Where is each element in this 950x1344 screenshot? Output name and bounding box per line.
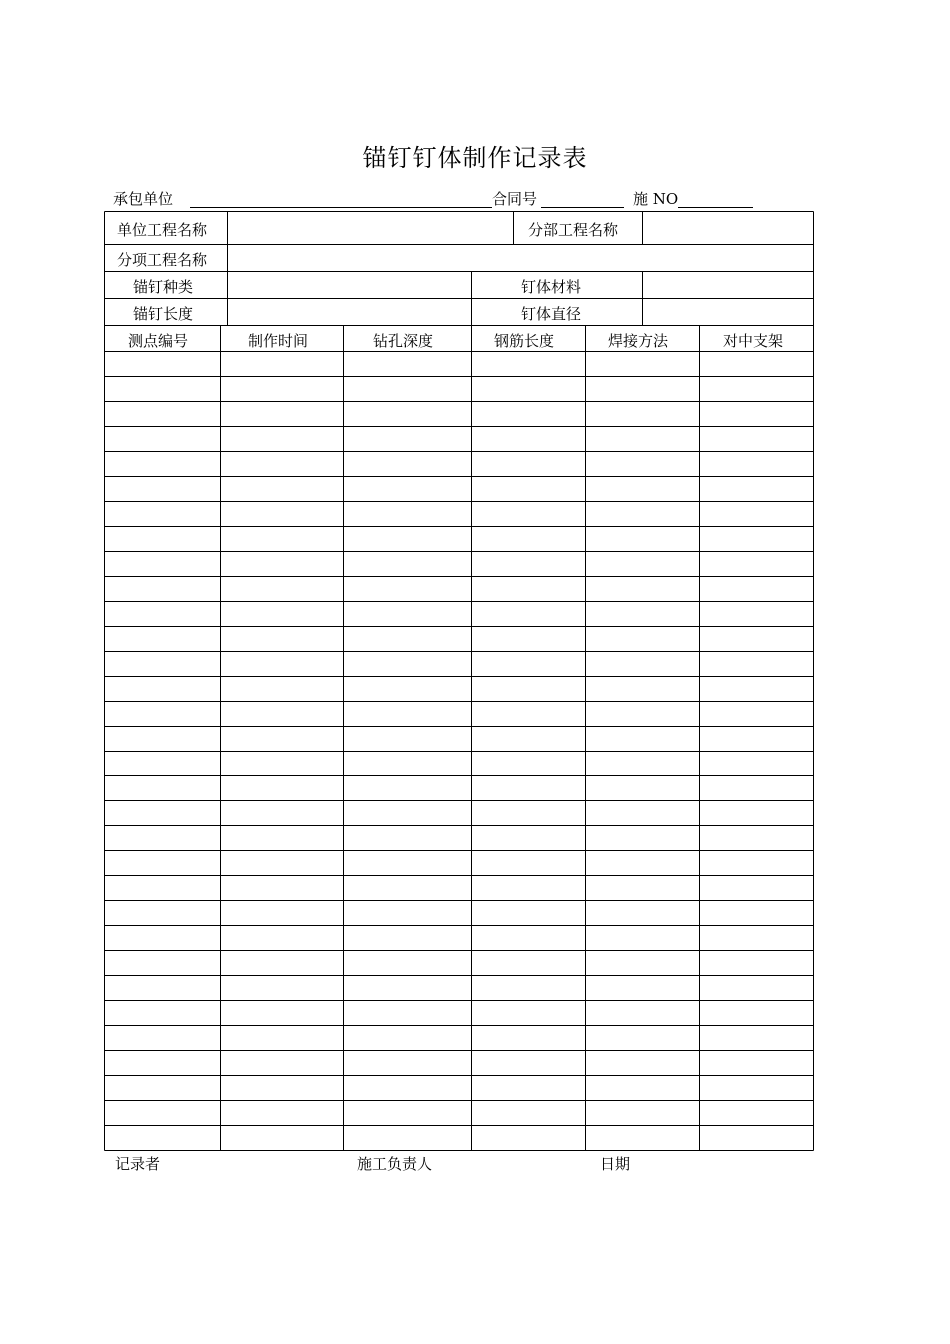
anchor-length-label: 锚钉长度 bbox=[133, 305, 194, 323]
column-header-make-time: 制作时间 bbox=[248, 332, 309, 350]
division-project-name-label: 分部工程名称 bbox=[528, 221, 619, 239]
nail-material-label: 钉体材料 bbox=[521, 278, 582, 296]
page-title: 锚钉钉体制作记录表 bbox=[362, 144, 588, 172]
contractor-label: 承包单位 bbox=[113, 190, 174, 208]
contract-no-label: 合同号 bbox=[492, 190, 538, 208]
column-header-point-no: 测点编号 bbox=[128, 332, 189, 350]
column-header-rebar-length: 钢筋长度 bbox=[494, 332, 555, 350]
column-header-centering-bracket: 对中支架 bbox=[723, 332, 784, 350]
column-header-hole-depth: 钻孔深度 bbox=[373, 332, 434, 350]
column-header-weld-method: 焊接方法 bbox=[608, 332, 669, 350]
construction-lead-label: 施工负责人 bbox=[357, 1155, 433, 1173]
anchor-type-label: 锚钉种类 bbox=[133, 278, 194, 296]
nail-diameter-label: 钉体直径 bbox=[521, 305, 582, 323]
recorder-label: 记录者 bbox=[115, 1155, 161, 1173]
unit-project-name-label: 单位工程名称 bbox=[117, 221, 208, 239]
item-project-name-label: 分项工程名称 bbox=[117, 251, 208, 269]
date-label: 日期 bbox=[600, 1155, 631, 1173]
construction-no-label: 施 NO bbox=[633, 190, 679, 208]
